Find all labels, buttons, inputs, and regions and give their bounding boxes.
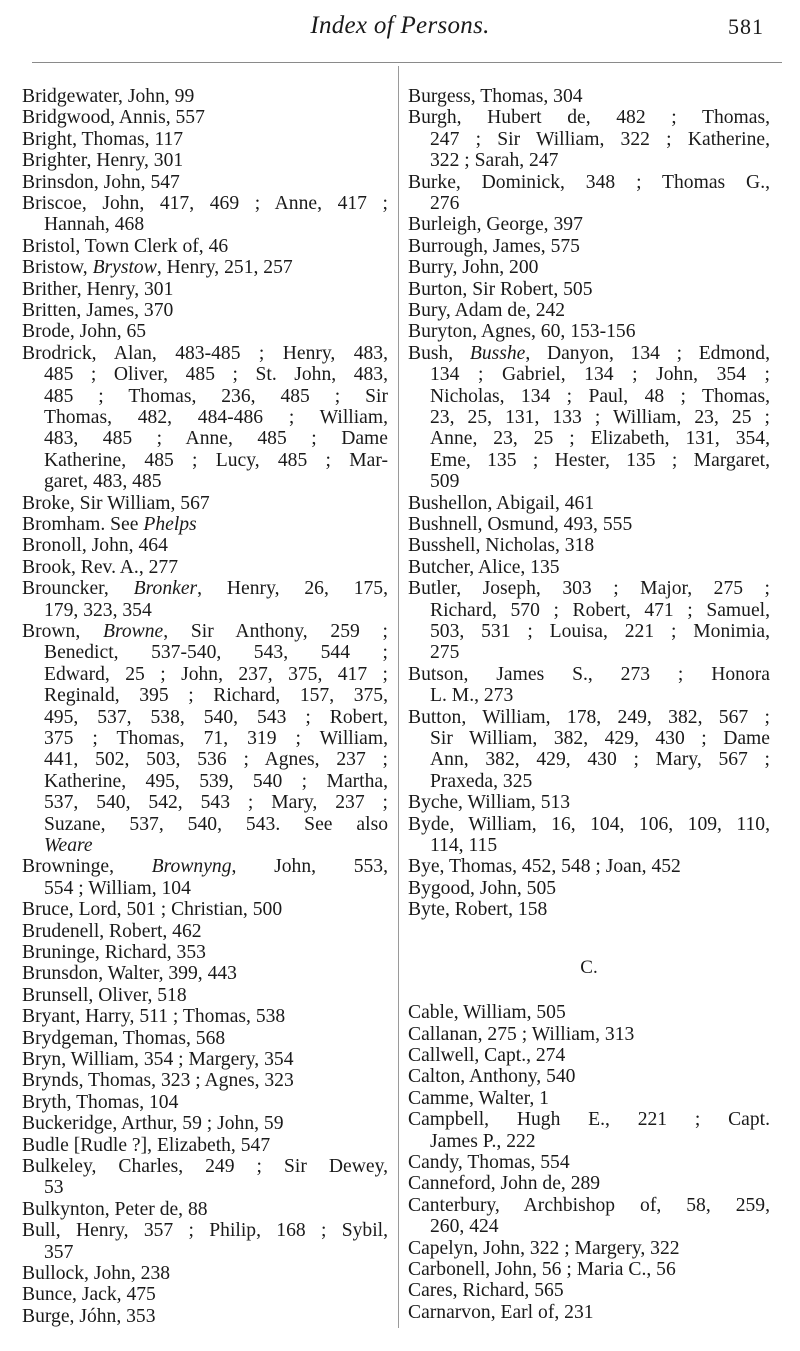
index-entry <box>408 1152 770 1173</box>
entry-continuation-line: 275 <box>430 642 460 664</box>
index-entry <box>408 814 770 857</box>
entry-line <box>22 578 388 599</box>
index-entry <box>408 214 770 235</box>
entry-continuation-line: 179, 323, 354 <box>44 599 152 621</box>
entry-continuation-line: 509 <box>430 471 460 493</box>
index-entry <box>22 1156 388 1199</box>
index-entry <box>408 856 770 877</box>
index-entry <box>408 1066 770 1087</box>
entry-line: Byde, William, 16, 104, 106, 109, 110, <box>408 813 770 835</box>
entry-line: Bright, Thomas, 117 <box>22 128 184 150</box>
entry-line: Broke, Sir William, 567 <box>22 492 210 514</box>
entry-line: Brodrick, Alan, 483-485 ; Henry, 483, <box>22 342 388 364</box>
variant-spelling: Weare <box>44 834 93 856</box>
entry-line: Busshell, Nicholas, 318 <box>408 535 595 557</box>
entry-continuation-line: 260, 424 <box>430 1216 499 1238</box>
entry-line: Bryn, William, 354 ; Margery, 354 <box>22 1048 294 1070</box>
index-entry <box>408 899 770 920</box>
entry-line: Capelyn, John, 322 ; Margery, 322 <box>408 1237 680 1259</box>
index-entry <box>22 300 388 321</box>
index-entry <box>22 493 388 514</box>
entry-continuation-line: Benedict, 537-540, 543, 544 ; <box>44 642 388 664</box>
entry-line: Bull, Henry, 357 ; Philip, 168 ; Sybil, <box>22 1220 388 1242</box>
entry-continuation-line: Hannah, 468 <box>44 214 145 236</box>
column-divider <box>398 66 399 1328</box>
index-entry <box>22 921 388 942</box>
entry-line: Burton, Sir Robert, 505 <box>408 278 593 300</box>
entry-text: , Sir Anthony, 259 ; <box>163 621 388 643</box>
index-entry <box>22 257 388 278</box>
index-entry <box>408 578 770 664</box>
index-entry <box>22 1220 388 1263</box>
entry-line: Burke, Dominick, 348 ; Thomas G., <box>408 171 770 193</box>
entry-line <box>22 856 388 877</box>
entry-continuation-line: 485 ; Thomas, 236, 485 ; Sir <box>44 385 388 407</box>
entry-line: Burge, Jóhn, 353 <box>22 1305 156 1327</box>
entry-text: , Danyon, 134 ; Edmond, <box>525 342 770 364</box>
entry-line: Bronoll, John, 464 <box>22 535 168 557</box>
entry-continuation-line: 495, 537, 538, 540, 543 ; Robert, <box>44 706 388 728</box>
index-entry <box>22 1284 388 1305</box>
index-entry <box>408 792 770 813</box>
entry-continuation-line: 114, 115 <box>430 834 498 856</box>
entry-line <box>22 514 388 535</box>
index-entry <box>22 557 388 578</box>
entry-text: Bush, <box>408 342 470 364</box>
entry-line: Bye, Thomas, 452, 548 ; Joan, 452 <box>408 856 681 878</box>
entry-line: Bulkeley, Charles, 249 ; Sir Dewey, <box>22 1156 388 1178</box>
entry-text: , Henry, 26, 175, <box>197 578 388 600</box>
index-column-left <box>22 86 388 1327</box>
entry-continuation-line: 483, 485 ; Anne, 485 ; Dame <box>44 428 388 450</box>
index-entry <box>408 1280 770 1301</box>
index-entry <box>408 1195 770 1238</box>
entry-line: Candy, Thomas, 554 <box>408 1151 570 1173</box>
entry-line: Buckeridge, Arthur, 59 ; John, 59 <box>22 1113 284 1135</box>
index-entry <box>22 172 388 193</box>
variant-spelling: Bronker <box>133 578 198 600</box>
entry-continuation-line: 554 ; William, 104 <box>44 877 191 899</box>
entry-continuation-line: 23, 25, 131, 133 ; William, 23, 25 ; <box>430 407 770 428</box>
entry-line <box>22 621 388 642</box>
entry-continuation-line: Katherine, 485 ; Lucy, 485 ; Mar- <box>44 449 388 471</box>
index-entry <box>22 1135 388 1156</box>
entry-line: Burry, John, 200 <box>408 257 539 279</box>
header-rule <box>32 62 782 63</box>
entry-line: Bridgwood, Annis, 557 <box>22 107 205 129</box>
index-entry <box>408 1173 770 1194</box>
entry-line: Brudenell, Robert, 462 <box>22 920 202 942</box>
index-entry <box>408 1238 770 1259</box>
entry-continuation-line: 134 ; Gabriel, 134 ; John, 354 ; <box>430 364 770 386</box>
entry-line: Bruce, Lord, 501 ; Christian, 500 <box>22 899 283 921</box>
variant-spelling: Brystow <box>92 257 157 279</box>
entry-line: Briscoe, John, 417, 469 ; Anne, 417 ; <box>22 193 388 215</box>
entry-line: Byte, Robert, 158 <box>408 899 548 921</box>
variant-spelling: Brownyng <box>151 856 232 878</box>
entry-continuation-line: Nicholas, 134 ; Paul, 48 ; Thomas, <box>430 385 770 407</box>
entry-continuation-line: Reginald, 395 ; Richard, 157, 375, <box>44 685 388 707</box>
entry-line: Bridgewater, John, 99 <box>22 86 195 107</box>
entry-line: Bygood, John, 505 <box>408 877 557 899</box>
entry-line: Bristol, Town Clerk of, 46 <box>22 235 229 257</box>
index-entry <box>408 343 770 493</box>
entry-continuation-line: garet, 483, 485 <box>44 471 162 493</box>
entry-line: Brode, John, 65 <box>22 321 147 343</box>
index-entry <box>22 1049 388 1070</box>
entry-line: Brither, Henry, 301 <box>22 278 174 300</box>
index-entry <box>408 1002 770 1023</box>
entry-continuation-line: Sir William, 382, 429, 430 ; Dame <box>430 727 770 749</box>
running-title: Index of Persons. <box>310 12 490 39</box>
index-entry <box>22 86 388 107</box>
index-entry <box>408 236 770 257</box>
entry-continuation-line: 537, 540, 542, 543 ; Mary, 237 ; <box>44 792 388 814</box>
entry-line: Callwell, Capt., 274 <box>408 1044 566 1066</box>
entry-continuation-line: 441, 502, 503, 536 ; Agnes, 237 ; <box>44 749 388 771</box>
entry-line: Bushnell, Osmund, 493, 555 <box>408 513 633 535</box>
entry-text: Bromham. See <box>22 514 144 536</box>
entry-line: Campbell, Hugh E., 221 ; Capt. <box>408 1109 770 1131</box>
entry-line: Byche, William, 513 <box>408 792 571 814</box>
index-entry <box>22 279 388 300</box>
entry-continuation-line: 322 ; Sarah, 247 <box>430 150 559 172</box>
index-entry <box>22 942 388 963</box>
index-column-right <box>408 86 770 1323</box>
index-entry <box>22 963 388 984</box>
entry-continuation-line: Anne, 23, 25 ; Elizabeth, 131, 354, <box>430 428 770 450</box>
entry-line: Camme, Walter, 1 <box>408 1087 549 1109</box>
entry-line: Bulkynton, Peter de, 88 <box>22 1198 208 1220</box>
variant-spelling: Busshe <box>469 342 526 364</box>
entry-line: Cares, Richard, 565 <box>408 1280 564 1302</box>
index-entry <box>408 257 770 278</box>
entry-line: Brighter, Henry, 301 <box>22 150 184 172</box>
entry-continuation-line: 247 ; Sir William, 322 ; Katherine, <box>430 128 770 150</box>
entry-continuation-line: Richard, 570 ; Robert, 471 ; Samuel, <box>430 599 770 621</box>
index-entry <box>408 1109 770 1152</box>
index-entry <box>22 1070 388 1091</box>
entry-continuation-line: Suzane, 537, 540, 543. See also <box>44 813 388 835</box>
index-entry <box>22 107 388 128</box>
entry-text: Brouncker, <box>22 578 134 600</box>
entry-line: Butson, James S., 273 ; Honora <box>408 663 770 685</box>
index-entry <box>22 621 388 856</box>
index-entry <box>22 899 388 920</box>
index-entry <box>408 1259 770 1280</box>
page-number: 581 <box>728 14 764 39</box>
entry-line: Burgess, Thomas, 304 <box>408 86 583 107</box>
index-entry <box>408 664 770 707</box>
entry-line <box>22 257 388 278</box>
index-entry <box>22 129 388 150</box>
entry-continuation-line: Thomas, 482, 484-486 ; William, <box>44 407 388 429</box>
index-entry <box>408 1302 770 1323</box>
index-entry <box>22 514 388 535</box>
variant-spelling: Browne <box>103 621 164 643</box>
entry-line: Bunce, Jack, 475 <box>22 1284 156 1306</box>
index-entry <box>22 1006 388 1027</box>
entry-line: Buryton, Agnes, 60, 153-156 <box>408 321 636 343</box>
index-entry <box>22 1092 388 1113</box>
index-entry <box>22 1113 388 1134</box>
entry-line: Calton, Anthony, 540 <box>408 1066 576 1088</box>
entry-text: Browninge, <box>22 856 152 878</box>
entry-continuation-line: 375 ; Thomas, 71, 319 ; William, <box>44 727 388 749</box>
entry-line: Bushellon, Abigail, 461 <box>408 492 595 514</box>
entry-continuation-line: Ann, 382, 429, 430 ; Mary, 567 ; <box>430 749 770 771</box>
entry-line: Burgh, Hubert de, 482 ; Thomas, <box>408 107 770 129</box>
entry-continuation-line: Praxeda, 325 <box>430 770 533 792</box>
index-entry <box>408 1045 770 1066</box>
entry-line: Budle [Rudle ?], Elizabeth, 547 <box>22 1134 271 1156</box>
entry-line: Britten, James, 370 <box>22 300 174 322</box>
entry-line: Brunsell, Oliver, 518 <box>22 984 187 1006</box>
entry-line: Carnarvon, Earl of, 231 <box>408 1301 594 1323</box>
index-entry <box>408 1024 770 1045</box>
index-entry <box>408 300 770 321</box>
entry-text: Bristow, <box>22 257 93 279</box>
entry-continuation-line: James P., 222 <box>430 1130 536 1152</box>
entry-line: Bryth, Thomas, 104 <box>22 1091 179 1113</box>
index-entry <box>408 535 770 556</box>
entry-continuation-line: Katherine, 495, 539, 540 ; Martha, <box>44 770 388 792</box>
index-entry <box>22 985 388 1006</box>
entry-line: Canneford, John de, 289 <box>408 1173 601 1195</box>
index-entry <box>408 707 770 793</box>
entry-continuation-line: Edward, 25 ; John, 237, 375, 417 ; <box>44 663 388 685</box>
section-heading: C. <box>580 957 598 979</box>
index-entry <box>408 107 770 171</box>
index-entry <box>22 578 388 621</box>
entry-continuation-line: L. M., 273 <box>430 685 514 707</box>
entry-continuation-line: Eme, 135 ; Hester, 135 ; Margaret, <box>430 449 770 471</box>
entry-line: Butler, Joseph, 303 ; Major, 275 ; <box>408 578 770 600</box>
index-entry <box>408 514 770 535</box>
entry-continuation-line: 53 <box>44 1177 64 1199</box>
entry-continuation-line <box>22 835 388 856</box>
entry-line: Burrough, James, 575 <box>408 235 580 257</box>
index-entry <box>22 1306 388 1327</box>
entry-line: Burleigh, George, 397 <box>408 214 583 236</box>
entry-text: Brown, <box>22 621 103 643</box>
index-entry <box>22 1199 388 1220</box>
entry-line: Bryant, Harry, 511 ; Thomas, 538 <box>22 1006 286 1028</box>
index-entry <box>22 1263 388 1284</box>
index-entry <box>408 878 770 899</box>
index-entry <box>22 193 388 236</box>
index-entry <box>408 1088 770 1109</box>
entry-line: Bruninge, Richard, 353 <box>22 941 206 963</box>
index-entry <box>22 321 388 342</box>
entry-line: Button, William, 178, 249, 382, 567 ; <box>408 706 770 728</box>
entry-line: Brynds, Thomas, 323 ; Agnes, 323 <box>22 1070 294 1092</box>
entry-line <box>408 343 770 364</box>
entry-continuation-line: 276 <box>430 192 460 214</box>
index-entry <box>408 279 770 300</box>
index-entry <box>22 1028 388 1049</box>
index-entry <box>22 535 388 556</box>
entry-line: Bury, Adam de, 242 <box>408 300 566 322</box>
entry-line: Carbonell, John, 56 ; Maria C., 56 <box>408 1259 676 1280</box>
entry-line: Callanan, 275 ; William, 313 <box>408 1023 635 1045</box>
index-entry <box>408 493 770 514</box>
entry-text: , Henry, 251, 257 <box>156 257 293 279</box>
entry-continuation-line: 503, 531 ; Louisa, 221 ; Monimia, <box>430 620 770 642</box>
entry-text: , John, 553, <box>231 856 388 878</box>
entry-line: Cable, William, 505 <box>408 1002 566 1024</box>
index-entry <box>408 557 770 578</box>
entry-line: Brook, Rev. A., 277 <box>22 556 179 578</box>
index-entry <box>22 236 388 257</box>
entry-line: Canterbury, Archbishop of, 58, 259, <box>408 1194 770 1216</box>
entry-line: Bullock, John, 238 <box>22 1263 171 1285</box>
index-entry <box>408 172 770 215</box>
index-entry <box>22 150 388 171</box>
variant-spelling: Phelps <box>143 514 197 536</box>
entry-line: Brinsdon, John, 547 <box>22 171 180 193</box>
index-entry <box>22 856 388 899</box>
entry-line: Brydgeman, Thomas, 568 <box>22 1027 226 1049</box>
entry-continuation-line: 485 ; Oliver, 485 ; St. John, 483, <box>44 364 388 386</box>
index-entry <box>408 321 770 342</box>
entry-continuation-line: 357 <box>44 1241 74 1263</box>
index-entry <box>408 86 770 107</box>
index-entry <box>22 343 388 493</box>
entry-line: Brunsdon, Walter, 399, 443 <box>22 963 237 985</box>
entry-line: Butcher, Alice, 135 <box>408 556 560 578</box>
